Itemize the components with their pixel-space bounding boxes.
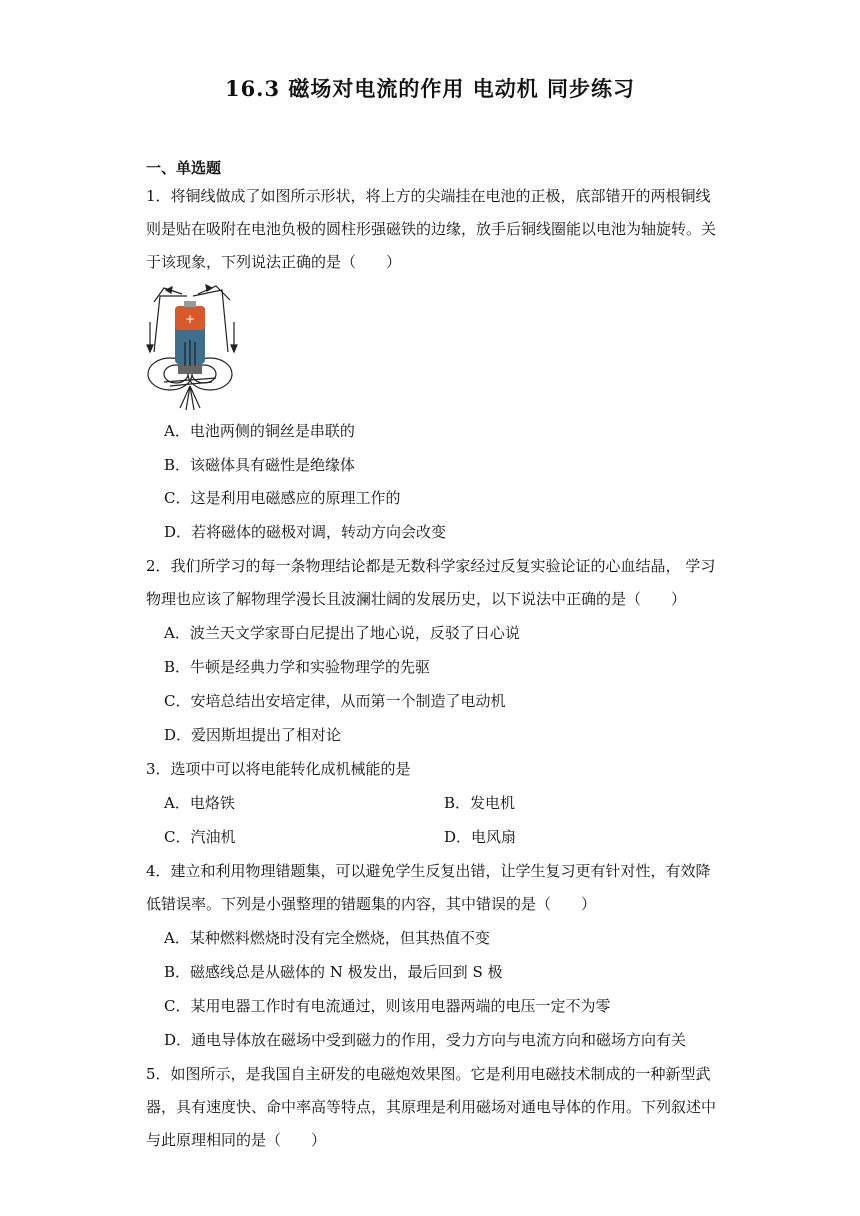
question-1-option-b[interactable]: B．该磁体具有磁性是绝缘体 [164,456,356,474]
question-3-option-d[interactable]: D．电风扇 [444,828,517,846]
question-2-option-c[interactable]: C．安培总结出安培定律，从而第一个制造了电动机 [164,692,506,710]
question-1-line-3: 于该现象，下列说法正确的是（ ） [146,253,402,271]
question-4-line-2: 低错误率。下列是小强整理的错题集的内容，其中错误的是（ ） [146,895,597,913]
battery-plus-label: + [184,312,196,326]
page-title: 16.3 磁场对电流的作用 电动机 同步练习 [224,76,636,101]
question-3-option-b[interactable]: B．发电机 [444,794,516,812]
question-2-line-1: 2．我们所学习的每一条物理结论都是无数科学家经过反复实验论证的心血结晶， 学习 [146,557,716,575]
question-4-option-d[interactable]: D．通电导体放在磁场中受到磁力的作用，受力方向与电流方向和磁场方向有关 [164,1031,687,1049]
question-3-line-1: 3．选项中可以将电能转化成机械能的是 [146,760,411,778]
question-3-option-c[interactable]: C．汽油机 [164,828,236,846]
question-2-option-a[interactable]: A．波兰天文学家哥白尼提出了地心说，反驳了日心说 [164,624,520,642]
question-5-line-2: 器，具有速度快、命中率高等特点，其原理是利用磁场对通电导体的作用。下列叙述中 [146,1098,717,1116]
question-4-option-b[interactable]: B．磁感线总是从磁体的 N 极发出，最后回到 S 极 [164,963,503,981]
battery-motor-figure [140,282,240,414]
section-heading: 一、单选题 [146,159,222,177]
question-4-line-1: 4．建立和利用物理错题集，可以避免学生反复出错，让学生复习更有针对性，有效降 [146,862,711,880]
question-3-option-a[interactable]: A．电烙铁 [164,794,235,812]
question-2-line-2: 物理也应该了解物理学漫长且波澜壮阔的发展历史，以下说法中正确的是（ ） [146,590,687,608]
question-5-line-1: 5．如图所示，是我国自主研发的电磁炮效果图。它是利用电磁技术制成的一种新型武 [146,1065,711,1083]
question-1-line-1: 1．将铜线做成了如图所示形状，将上方的尖端挂在电池的正极，底部错开的两根铜线 [146,187,711,205]
question-1-option-c[interactable]: C．这是利用电磁感应的原理工作的 [164,489,401,507]
question-5-line-3: 与此原理相同的是（ ） [146,1131,327,1149]
question-2-option-b[interactable]: B．牛顿是经典力学和实验物理学的先驱 [164,658,431,676]
question-1-option-a[interactable]: A．电池两侧的铜丝是串联的 [164,422,355,440]
question-4-option-a[interactable]: A．某种燃料燃烧时没有完全燃烧，但其热值不变 [164,929,490,947]
question-4-option-c[interactable]: C．某用电器工作时有电流通过，则该用电器两端的电压一定不为零 [164,997,611,1015]
question-2-option-d[interactable]: D．爱因斯坦提出了相对论 [164,726,342,744]
question-1-option-d[interactable]: D．若将磁体的磁极对调，转动方向会改变 [164,523,447,541]
question-1-line-2: 则是贴在吸附在电池负极的圆柱形强磁铁的边缘，放手后铜线圈能以电池为轴旋转。关 [146,220,717,238]
